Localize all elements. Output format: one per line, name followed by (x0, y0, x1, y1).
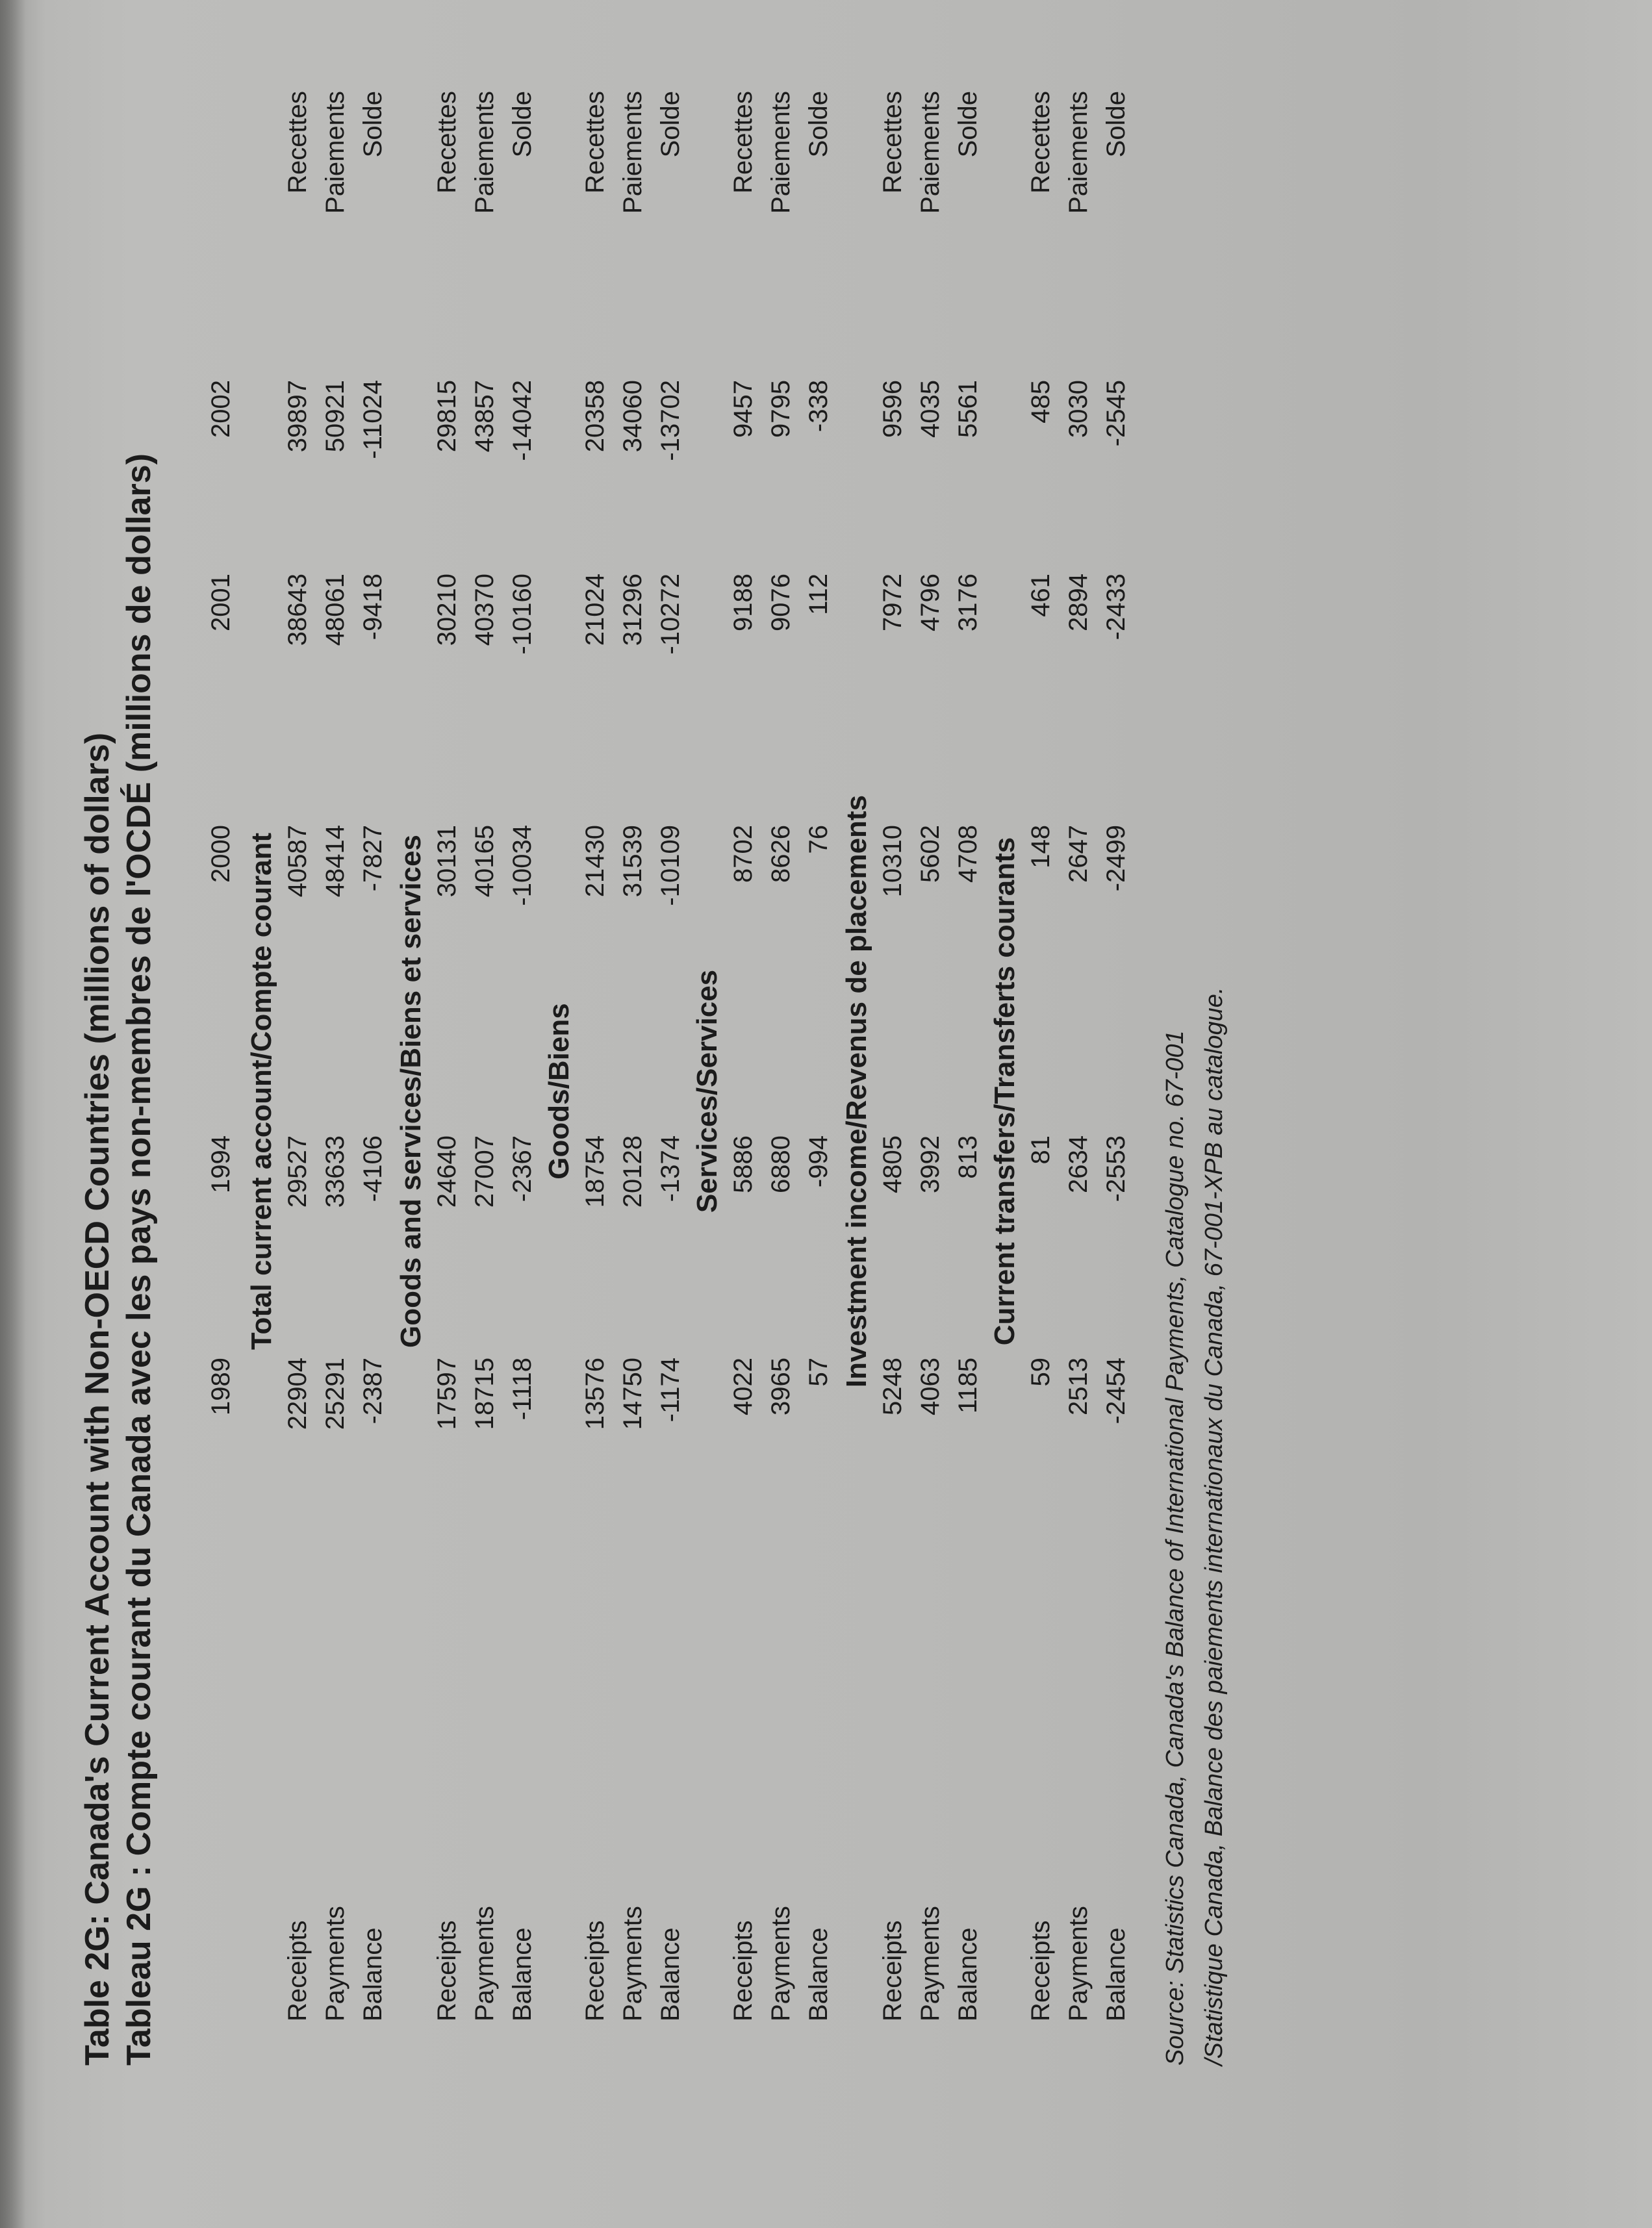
table-cell: -10160 (508, 574, 537, 655)
source-note-fr: /Statistique Canada, Balance des paiements internationaux du Canada, 67-001-XPB au catalogue. (1201, 987, 1228, 2066)
table-cell: 34060 (618, 380, 647, 453)
table-cell: 30210 (433, 574, 461, 646)
table-cell: 29815 (433, 380, 461, 453)
table-cell: 2647 (1064, 825, 1093, 883)
year-header-0: 1989 (207, 1358, 235, 1415)
table-cell: -2367 (508, 1135, 537, 1202)
row-label-fr: Solde (1102, 91, 1130, 158)
table-cell: 27007 (470, 1135, 499, 1208)
table-cell: 4022 (729, 1358, 757, 1415)
table-cell: 48414 (321, 825, 349, 898)
row-label-en: Balance (804, 1927, 833, 2021)
table-cell: 50921 (321, 380, 349, 453)
table-cell: 2894 (1064, 574, 1093, 631)
table-cell: 81 (1026, 1135, 1055, 1165)
table-cell: 21430 (581, 825, 609, 898)
table-cell: 4035 (916, 380, 945, 438)
row-label-en: Receipts (878, 1920, 907, 2021)
table-cell: 14750 (618, 1358, 647, 1430)
table-cell: 29527 (283, 1135, 312, 1208)
table-cell: 9457 (729, 380, 757, 438)
table-cell: 39897 (283, 380, 312, 453)
row-label-en: Receipts (433, 1920, 461, 2021)
table-cell: 4796 (916, 574, 945, 631)
table-cell: 6880 (767, 1135, 795, 1193)
table-cell: -9418 (359, 574, 387, 640)
table-cell: 8626 (767, 825, 795, 883)
table-cell: 4063 (916, 1358, 945, 1415)
row-label-en: Balance (656, 1927, 685, 2021)
table-cell: 43857 (470, 380, 499, 453)
row-label-fr: Paiements (767, 91, 795, 214)
row-label-fr: Paiements (321, 91, 349, 214)
table-cell: -4106 (359, 1135, 387, 1202)
table-cell: 9596 (878, 380, 907, 438)
row-label-fr: Recettes (1026, 91, 1055, 194)
table-cell: 40370 (470, 574, 499, 646)
table-cell: -7827 (359, 825, 387, 892)
table-cell: 461 (1026, 574, 1055, 617)
table-cell: -1118 (508, 1358, 537, 1421)
section-heading-1: Goods and services/Biens et services (395, 835, 427, 1348)
table-cell: 20358 (581, 380, 609, 453)
table-cell: 485 (1026, 380, 1055, 424)
row-label-fr: Paiements (916, 91, 945, 214)
table-cell: 2634 (1064, 1135, 1093, 1193)
row-label-fr: Paiements (618, 91, 647, 214)
table-cell: 813 (954, 1135, 982, 1179)
table-cell: -1174 (656, 1358, 685, 1423)
row-label-en: Receipts (283, 1920, 312, 2021)
table-cell: 24640 (433, 1135, 461, 1208)
table-cell: 5602 (916, 825, 945, 883)
row-label-en: Receipts (581, 1920, 609, 2021)
table-cell: 31296 (618, 574, 647, 646)
year-header-3: 2001 (207, 574, 235, 631)
row-label-en: Payments (767, 1906, 795, 2021)
table-cell: -1374 (656, 1135, 685, 1202)
row-label-en: Balance (359, 1927, 387, 2021)
table-cell: -2454 (1102, 1358, 1130, 1424)
table-cell: 3176 (954, 574, 982, 631)
table-cell: 1185 (954, 1358, 982, 1414)
row-label-en: Payments (1064, 1906, 1093, 2021)
row-label-fr: Recettes (878, 91, 907, 194)
table-cell: -2387 (359, 1358, 387, 1424)
row-label-en: Payments (321, 1906, 349, 2021)
table-cell: 40587 (283, 825, 312, 898)
row-label-fr: Recettes (433, 91, 461, 194)
row-label-fr: Solde (804, 91, 833, 158)
table-cell: 3992 (916, 1135, 945, 1193)
row-label-fr: Recettes (729, 91, 757, 194)
table-cell: 20128 (618, 1135, 647, 1208)
table-cell: 7972 (878, 574, 907, 631)
table-cell: -2545 (1102, 380, 1130, 447)
table-cell: 18754 (581, 1135, 609, 1208)
row-label-fr: Recettes (283, 91, 312, 194)
table-cell: 31539 (618, 825, 647, 898)
table-cell: 5561 (954, 380, 982, 438)
table-title-en: Table 2G: Canada's Current Account with Non-OECD Countries (millions of dollars) (79, 732, 116, 2066)
row-label-fr: Paiements (470, 91, 499, 214)
table-cell: 48061 (321, 574, 349, 646)
table-cell: 3965 (767, 1358, 795, 1415)
table-cell: 40165 (470, 825, 499, 898)
table-cell: 21024 (581, 574, 609, 646)
table-cell: -11024 (359, 380, 387, 459)
table-cell: -10034 (508, 825, 537, 906)
section-heading-2: Goods/Biens (543, 1003, 575, 1180)
table-cell: 148 (1026, 825, 1055, 868)
table-cell: 2513 (1064, 1358, 1093, 1415)
row-label-fr: Solde (954, 91, 982, 158)
table-cell: -2553 (1102, 1135, 1130, 1202)
table-cell: 57 (804, 1358, 833, 1387)
table-cell: 9188 (729, 574, 757, 631)
table-cell: 17597 (433, 1358, 461, 1430)
table-cell: -2499 (1102, 825, 1130, 892)
table-cell: -13702 (656, 380, 685, 461)
section-heading-5: Current transfers/Transferts courants (989, 837, 1021, 1346)
table-cell: -2433 (1102, 574, 1130, 640)
table-cell: 3030 (1064, 380, 1093, 438)
row-label-fr: Solde (508, 91, 537, 158)
table-cell: 4805 (878, 1135, 907, 1193)
row-label-fr: Solde (359, 91, 387, 158)
table-title-fr: Tableau 2G : Compte courant du Canada avec les pays non-membres de l'OCDÉ (millions de dollars) (120, 453, 158, 2066)
table-cell: -338 (804, 380, 833, 433)
table-cell: 112 (804, 574, 833, 615)
table-cell: -10109 (656, 825, 685, 906)
section-heading-0: Total current account/Compte courant (246, 832, 277, 1350)
table-cell: 9795 (767, 380, 795, 438)
table-cell: 25291 (321, 1358, 349, 1430)
source-note-en: Source: Statistics Canada, Canada's Balance of International Payments, Catalogue no. 67-001 (1162, 1030, 1189, 2066)
table-cell: 10310 (878, 825, 907, 898)
row-label-en: Receipts (1026, 1920, 1055, 2021)
table-cell: 13576 (581, 1358, 609, 1430)
table-cell: 33633 (321, 1135, 349, 1208)
row-label-en: Balance (508, 1927, 537, 2021)
row-label-en: Payments (618, 1906, 647, 2021)
table-cell: 22904 (283, 1358, 312, 1430)
row-label-en: Balance (1102, 1927, 1130, 2021)
table-cell: 18715 (470, 1358, 499, 1430)
table-cell: 5248 (878, 1358, 907, 1415)
table-cell: 76 (804, 825, 833, 854)
table-cell: 8702 (729, 825, 757, 883)
section-heading-4: Investment income/Revenus de placements (841, 794, 872, 1388)
row-label-en: Payments (916, 1906, 945, 2021)
section-heading-3: Services/Services (691, 969, 723, 1213)
table-cell: -14042 (508, 380, 537, 461)
year-header-1: 1994 (207, 1135, 235, 1193)
year-header-4: 2002 (207, 380, 235, 438)
row-label-en: Balance (954, 1927, 982, 2021)
table-cell: 4708 (954, 825, 982, 883)
year-header-2: 2000 (207, 825, 235, 883)
table-cell: 59 (1026, 1358, 1055, 1387)
table-cell: 38643 (283, 574, 312, 646)
row-label-fr: Solde (656, 91, 685, 158)
table-cell: -994 (804, 1135, 833, 1188)
row-label-fr: Recettes (581, 91, 609, 194)
row-label-en: Receipts (729, 1920, 757, 2021)
table-cell: 9076 (767, 574, 795, 631)
row-label-en: Payments (470, 1906, 499, 2021)
row-label-fr: Paiements (1064, 91, 1093, 214)
table-cell: -10272 (656, 574, 685, 655)
table-cell: 30131 (433, 825, 461, 898)
table-cell: 5886 (729, 1135, 757, 1193)
